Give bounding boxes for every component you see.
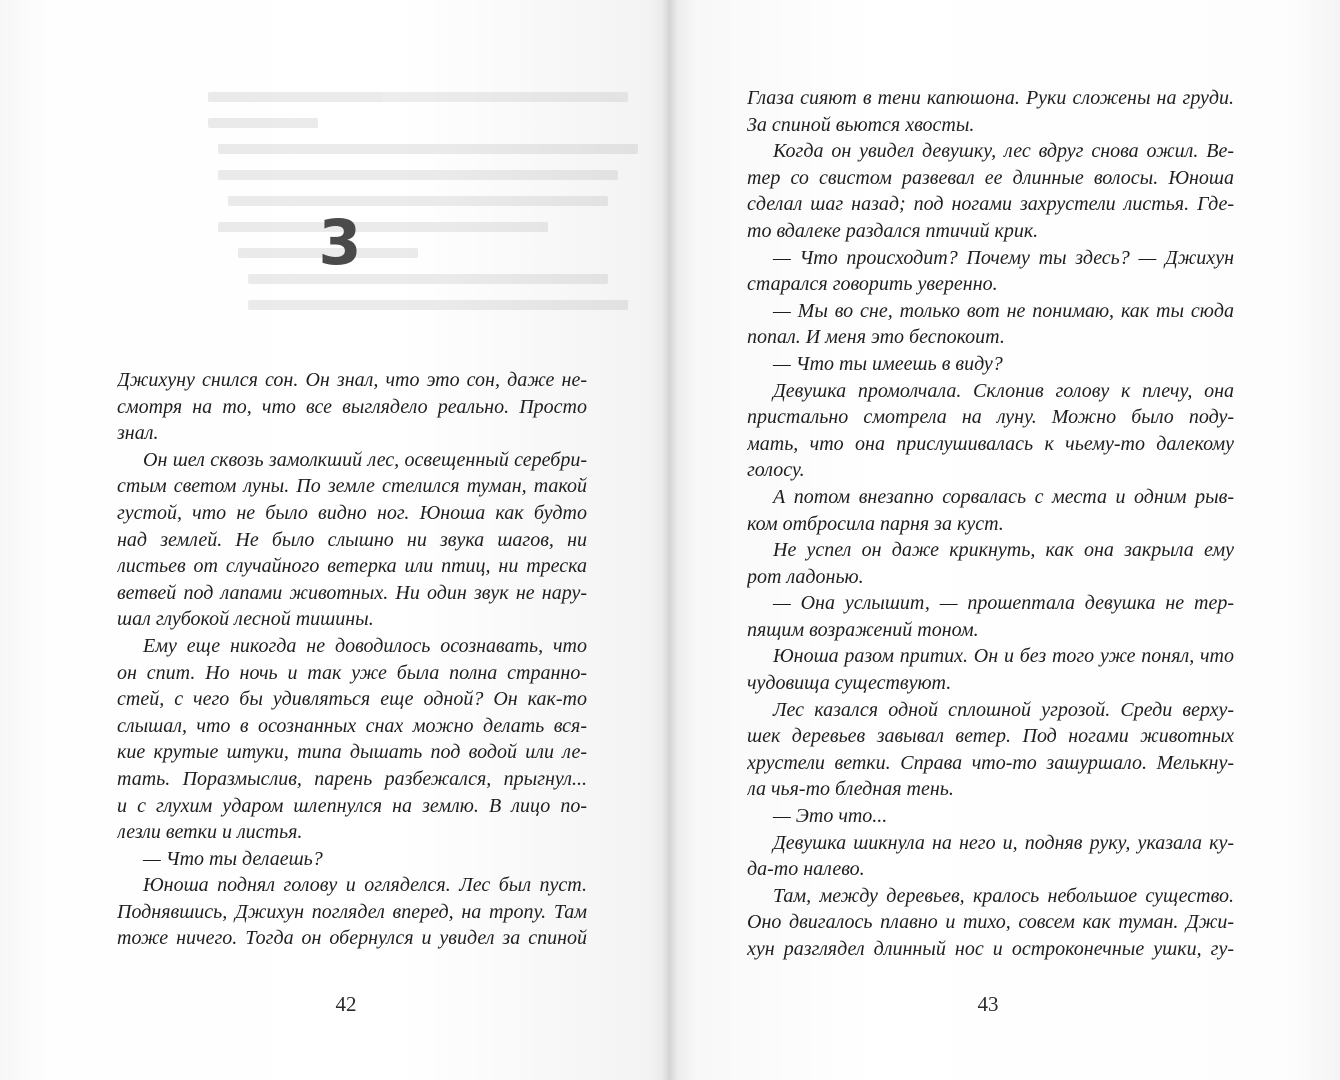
- text-line: тоже ничего. Тогда он обернулся и увидел за спиной: [117, 927, 587, 950]
- text-line: над землей. Не было слышно ни звука шагов, ни: [117, 528, 587, 551]
- text-line: Ему еще никогда не доводилось осознавать, что: [143, 634, 587, 657]
- text-line: мать, что она прислушивалась к чьему-то далекому: [747, 432, 1234, 455]
- text-line: Девушка промолчала. Склонив голову к плечу, она: [773, 379, 1234, 402]
- text-line: смотря на то, что все выглядело реально. Просто: [117, 395, 587, 418]
- text-line: сделал шаг назад; под ногами захрустели листья. Где-: [747, 193, 1234, 216]
- text-line: чудовища существуют.: [747, 672, 952, 695]
- text-line: — Что ты имеешь в виду?: [773, 352, 1003, 375]
- text-line: шал глубокой лесной тишины.: [117, 608, 374, 631]
- text-line: Юноша поднял голову и огляделся. Лес был пуст.: [143, 874, 587, 897]
- text-line: попал. И меня это беспокоит.: [747, 326, 1005, 349]
- text-line: знал.: [117, 422, 159, 445]
- text-line: стей, с чего бы удивляться еще одной? Он как-то: [117, 688, 587, 711]
- text-line: ком отбросила парня за куст.: [747, 512, 1004, 535]
- text-line: Когда он увидел девушку, лес вдруг снова ожил. Ве-: [773, 140, 1234, 163]
- text-line: слышал, что в осознанных снах можно делать вся-: [117, 714, 587, 737]
- text-line: старался говорить уверенно.: [747, 273, 998, 296]
- right-page: [670, 0, 1340, 1080]
- text-line: Джихуну снился сон. Он знал, что это сон, даже не-: [117, 369, 587, 391]
- text-line: — Она услышит, — прошептала девушка не тер-: [773, 592, 1234, 615]
- book-gutter: [662, 0, 678, 1080]
- text-line: ла чья-то бледная тень.: [747, 778, 954, 801]
- text-line: хун разглядел длинный нос и остроконечные ушки, гу-: [747, 938, 1234, 960]
- text-line: пристально смотрела на луну. Можно было поду-: [747, 406, 1234, 429]
- text-line: Оно двигалось плавно и тихо, совсем как туман. Джи-: [747, 911, 1234, 934]
- text-line: А потом внезапно сорвалась с места и одним рыв-: [773, 485, 1234, 508]
- text-line: Там, между деревьев, кралось небольшое существо.: [773, 884, 1234, 907]
- text-line: — Что ты делаешь?: [143, 847, 323, 870]
- text-line: да-то налево.: [747, 858, 865, 881]
- text-line: тать. Поразмыслив, парень разбежался, прыгнул...: [117, 767, 587, 790]
- left-page-body: [117, 367, 587, 952]
- text-line: — Что происходит? Почему ты здесь? — Джихун: [773, 246, 1234, 269]
- right-page-body: [747, 85, 1234, 963]
- text-line: — Мы во сне, только вот не понимаю, как ты сюда: [773, 299, 1234, 322]
- text-line: За спиной вьются хвосты.: [747, 113, 975, 136]
- text-line: кие крутые штуки, типа дышать под водой или ле-: [117, 741, 587, 764]
- text-line: — Это что...: [773, 805, 888, 828]
- text-line: тер со свистом развевал ее длинные волосы. Юноша: [747, 166, 1234, 189]
- text-line: Он шел сквозь замолкший лес, освещенный серебри-: [143, 448, 587, 471]
- text-line: хрустели ветки. Справа что-то зашуршало. Мелькну-: [747, 751, 1234, 774]
- text-line: лезли ветки и листья.: [117, 821, 303, 844]
- text-line: Поднявшись, Джихун поглядел вперед, на тропу. Там: [117, 900, 587, 923]
- text-line: он спит. Но ночь и так уже была полна странно-: [117, 661, 587, 684]
- text-line: голосу.: [747, 459, 805, 482]
- text-line: стым светом луны. По земле стелился туман, такой: [117, 475, 587, 498]
- text-line: ветвей под лапами животных. Ни один звук не нару-: [117, 581, 587, 604]
- text-line: Юноша разом притих. Он и без того уже понял, что: [773, 645, 1234, 668]
- text-line: Девушка шикнула на него и, подняв руку, указала ку-: [773, 831, 1234, 854]
- text-line: и с глухим ударом шлепнулся на землю. В лицо по-: [117, 794, 587, 817]
- text-line: Лес казался одной сплошной угрозой. Среди верху-: [773, 698, 1234, 721]
- text-line: густой, что не было видно ног. Юноша как будто: [117, 501, 587, 524]
- right-page-number: 43: [977, 992, 999, 1016]
- text-line: пящим возражений тоном.: [747, 618, 979, 641]
- text-line: Не успел он даже крикнуть, как она закрыла ему: [773, 539, 1234, 562]
- text-line: листьев от случайного ветерка или птиц, ни треска: [117, 555, 587, 578]
- left-page-number: 42: [335, 992, 357, 1016]
- text-line: рот ладонью.: [747, 565, 864, 588]
- text-line: шек деревьев завывал ветер. Под ногами животных: [747, 725, 1234, 748]
- chapter-number: 3: [318, 206, 362, 279]
- text-line: Глаза сияют в тени капюшона. Руки сложены на груди.: [747, 87, 1234, 109]
- text-line: то вдалеке раздался птичий крик.: [747, 219, 1039, 242]
